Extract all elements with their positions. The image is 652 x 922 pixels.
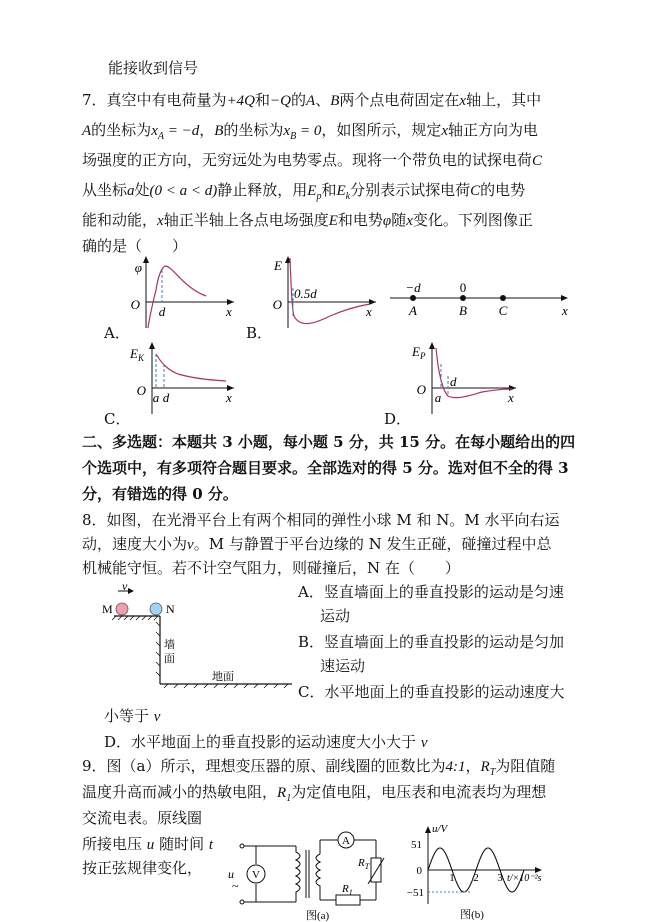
terminal-top: [240, 844, 244, 848]
terminal-bottom: [240, 900, 244, 904]
velocity-label: v: [122, 582, 128, 593]
u-label: u: [228, 867, 234, 881]
origin-label: O: [130, 297, 140, 312]
phi-curve: [148, 266, 206, 328]
half-d-label: 0.5d: [294, 286, 317, 301]
E-label: E: [274, 258, 282, 273]
charge-1: +4Q: [226, 93, 256, 109]
origin-label: O: [416, 382, 426, 397]
a-label: a: [434, 390, 442, 405]
x-label: x: [562, 303, 568, 318]
q9-line-1: 9．图（a）所示，理想变压器的原、副线圈的匝数比为4:1，$R_T$为阻值随: [82, 757, 556, 778]
ep-symbol: $E_p$: [307, 183, 322, 202]
q8-option-A-line-2: 运动: [320, 607, 351, 625]
point-A: [410, 295, 416, 301]
Ek-curve: [156, 354, 226, 381]
y-arrow: [429, 342, 435, 349]
ammeter-label: A: [342, 835, 350, 847]
intro-line: 能接收到信号: [108, 59, 199, 77]
primary-coil: [296, 846, 300, 902]
range-expr: (0 < a < d): [149, 183, 218, 199]
x-label: x: [226, 390, 232, 405]
option-D-label: D．: [384, 410, 412, 428]
t3-label: 3: [497, 872, 503, 884]
t2-label: 2: [473, 872, 479, 884]
xA-coord: $x_A = -d$: [151, 123, 200, 142]
R1-label: $R_1$: [342, 883, 353, 897]
charge-axis-diagram: [386, 276, 576, 320]
option-A-label: A．: [104, 324, 130, 342]
Ep-label: $E_P$: [412, 344, 426, 361]
q8-line-1: 8．如图，在光滑平台上有两个相同的弹性小球 M 和 N。M 水平向右运: [82, 511, 560, 529]
q7-line-2: A的坐标为$x_A = -d$，B的坐标为$x_B = 0$，如图所示，规定x轴正方向为电: [82, 121, 539, 142]
xB-coord: $x_B = 0$: [283, 123, 322, 142]
fig-a-caption: 图(a): [306, 910, 330, 922]
R1-symbol: $R_1$: [277, 785, 292, 804]
section2-line-3: 分，有错选的得 0 分。: [82, 485, 238, 503]
t1-label: 1: [449, 872, 455, 884]
ymin-label: −51: [406, 887, 424, 899]
option-B-label: B．: [246, 324, 273, 342]
q7-number: 7．: [82, 91, 107, 109]
a-label: a: [152, 390, 160, 405]
y-arrow: [149, 342, 155, 349]
d-label: d: [158, 304, 166, 319]
wall-hatch: [156, 622, 160, 676]
q8-option-A-line-1: A．竖直墙面上的垂直投影的运动是匀速: [298, 583, 564, 601]
u-axis-label: u/V: [432, 823, 448, 835]
RT-symbol: $R_T$: [480, 759, 496, 778]
Ek-label: $E_K$: [130, 346, 144, 363]
q8-option-B-line-1: B．竖直墙面上的垂直投影的运动是匀加: [298, 633, 565, 651]
turns-ratio: 4:1: [445, 759, 466, 775]
zero-label: 0: [416, 865, 422, 877]
RT-label: $R_T$: [358, 857, 370, 871]
option-C-label: C．: [104, 410, 131, 428]
x-label: x: [226, 304, 232, 319]
fig-b-caption: 图(b): [460, 909, 484, 921]
x-label: x: [508, 390, 514, 405]
q8-option-D: D．水平地面上的垂直投影的运动速度大小大于 v: [104, 733, 428, 751]
q8-option-B-line-2: 速运动: [320, 657, 366, 675]
Ep-curve: [436, 348, 512, 398]
ac-symbol: ~: [232, 879, 239, 893]
q8-option-C-line-2: 小等于 v: [104, 707, 161, 725]
axis-arrow: [561, 295, 568, 301]
ground-label: 地面: [212, 671, 234, 683]
q9-figure-a-circuit: [226, 826, 396, 922]
N-label: N: [166, 602, 175, 616]
velocity-arrowhead: [128, 588, 134, 594]
q7-line-6: 确的是（ ）: [82, 237, 188, 255]
d-label: d: [450, 374, 457, 389]
q9-figure-b-voltage: [400, 822, 550, 922]
section2-line-1: 二、多选题：本题共 3 小题，每小题 5 分，共 15 分。在每小题给出的四: [82, 433, 576, 451]
origin-label: O: [272, 297, 282, 312]
section2-line-2: 个选项中，有多项符合题目要求。全部选对的得 5 分。选对但不全的得 3: [82, 459, 569, 477]
point-C: [500, 295, 506, 301]
ball-M: [116, 603, 128, 615]
q8-figure: [98, 582, 298, 694]
q8-line-2: 动，速度大小为v。M 与静置于平台边缘的 N 发生正碰，碰撞过程中总: [82, 535, 552, 553]
B-label: B: [459, 303, 467, 318]
q7-line-4: 从坐标a处(0 < a < d)静止释放，用$E_p$和$E_k$分别表示试探电荷C的电势: [82, 181, 526, 202]
C-label: C: [498, 303, 508, 318]
ball-N: [150, 603, 162, 615]
charge-2: −Q: [270, 93, 292, 109]
neg-d-label: −d: [405, 280, 421, 295]
d-label: d: [162, 390, 170, 405]
u-arrow: [425, 826, 431, 833]
q7-line-3: 场强度的正方向，无穷远处为电势零点。现将一个带负电的试探电荷C: [82, 151, 543, 169]
phi-label: φ: [134, 260, 142, 275]
graph-D-Ep: [408, 340, 520, 416]
q7-line-1: 7．真空中有电荷量为+4Q和−Q的A、B两个点电荷固定在x轴上，其中: [82, 91, 542, 109]
q9-line-3: 交流电表。原线圈: [82, 809, 203, 827]
secondary-coil: [316, 854, 320, 894]
thermistor-RT: [371, 858, 381, 882]
ek-symbol: $E_k$: [336, 183, 351, 202]
q9-line-5: 按正弦规律变化，: [82, 859, 203, 877]
q9-line-2: 温度升高而减小的热敏电阻，$R_1$为定值电阻，电压表和电流表均为理想: [82, 783, 547, 804]
point-B: [460, 295, 466, 301]
q8-option-C-line-1: C．水平地面上的垂直投影的运动速度大: [298, 683, 565, 701]
graph-A-phi: [126, 254, 236, 330]
M-label: M: [102, 602, 113, 616]
graph-B-E: [266, 254, 378, 330]
graph-C-Ek: [126, 340, 238, 416]
wall-label-1: 墙: [164, 639, 175, 651]
A-label: A: [409, 303, 417, 318]
x-label: x: [366, 304, 372, 319]
q9-line-4: 所接电压 u 随时间 t: [82, 835, 214, 853]
ymax-label: 51: [411, 839, 422, 851]
wall-label-2: 面: [164, 653, 175, 665]
origin-label: O: [136, 383, 146, 398]
q8-line-3: 机械能守恒。若不计空气阻力，则碰撞后，N 在（ ）: [82, 559, 460, 577]
y-arrow: [143, 256, 149, 263]
zero-label: 0: [459, 280, 467, 295]
q7-line-5: 能和动能，x轴正半轴上各点电场强度E和电势φ随x变化。下列图像正: [82, 211, 533, 229]
t-axis-label: t/×10⁻²s: [507, 873, 542, 884]
voltmeter-label: V: [252, 869, 260, 881]
